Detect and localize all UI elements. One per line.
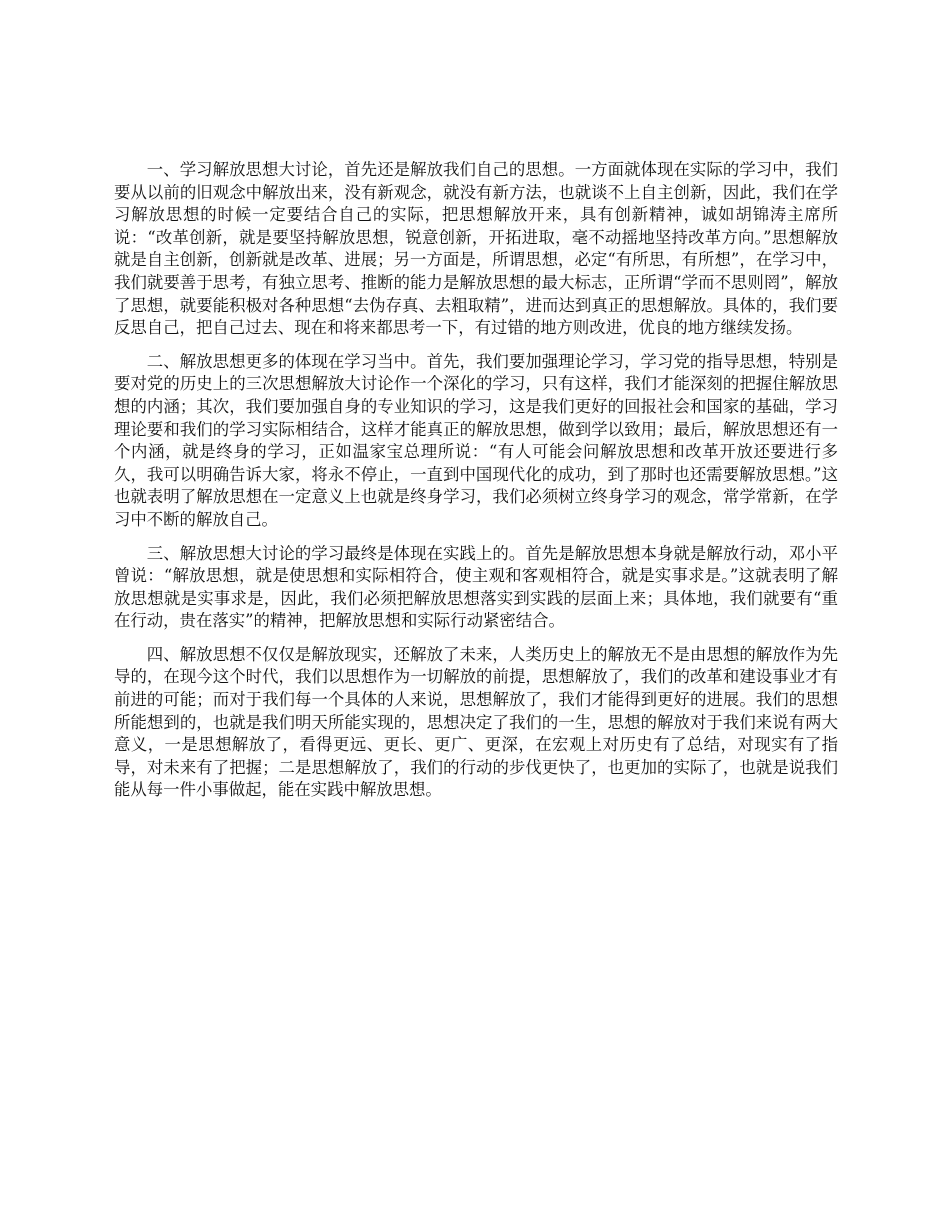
paragraph-2: 二、解放思想更多的体现在学习当中。首先，我们要加强理论学习，学习党的指导思想，特别是要对党的历史上的三次思想解放大讨论作一个深化的学习，只有这样，我们才能深刻的把握住解放思想的内涵；其次，我们要加强自身的专业知识的学习，这是我们更好的回报社会和国家的基础，学习理论要和我们的学习实际相结合，这样才能真正的解放思想，做到学以致用；最后，解放思想还有一个内涵，就是终身的学习，正如温家宝总理所说：“有人可能会问解放思想和改革开放还要进行多久，我可以明确告诉大家，将永不停止，一直到中国现代化的成功，到了那时也还需要解放思想。”这也就表明了解放思想在一定意义上也就是终身学习，我们必须树立终身学习的观念，常学常新，在学习中不断的解放自己。	[114, 351, 838, 529]
paragraph-3: 三、解放思想大讨论的学习最终是体现在实践上的。首先是解放思想本身就是解放行动，邓小平曾说：“解放思想，就是使思想和实际相符合，使主观和客观相符合，就是实事求是。”这就表明了解放思想就是实事求是，因此，我们必须把解放思想落实到实践的层面上来；具体地，我们就要有“重在行动，贵在落实”的精神，把解放思想和实际行动紧密结合。	[114, 543, 838, 631]
paragraph-4: 四、解放思想不仅仅是解放现实，还解放了未来，人类历史上的解放无不是由思想的解放作为先导的，在现今这个时代，我们以思想作为一切解放的前提，思想解放了，我们的改革和建设事业才有前进的可能；而对于我们每一个具体的人来说，思想解放了，我们才能得到更好的进展。我们的思想所能想到的，也就是我们明天所能实现的，思想决定了我们的一生，思想的解放对于我们来说有两大意义，一是思想解放了，看得更远、更长、更广、更深，在宏观上对历史有了总结，对现实有了指导，对未来有了把握；二是思想解放了，我们的行动的步伐更快了，也更加的实际了，也就是说我们能从每一件小事做起，能在实践中解放思想。	[114, 644, 838, 800]
document-body	[114, 159, 838, 813]
paragraph-1: 一、学习解放思想大讨论，首先还是解放我们自己的思想。一方面就体现在实际的学习中，我们要从以前的旧观念中解放出来，没有新观念，就没有新方法，也就谈不上自主创新，因此，我们在学习解放思想的时候一定要结合自己的实际，把思想解放开来，具有创新精神，诚如胡锦涛主席所说：“改革创新，就是要坚持解放思想，锐意创新，开拓进取，毫不动摇地坚持改革方向。”思想解放就是自主创新，创新就是改革、进展；另一方面是，所谓思想，必定“有所思，有所想”，在学习中，我们就要善于思考，有独立思考、推断的能力是解放思想的最大标志，正所谓“学而不思则罔”，解放了思想，就要能积极对各种思想“去伪存真、去粗取精”，进而达到真正的思想解放。具体的，我们要反思自己，把自己过去、现在和将来都思考一下，有过错的地方则改进，优良的地方继续发扬。	[114, 160, 838, 338]
